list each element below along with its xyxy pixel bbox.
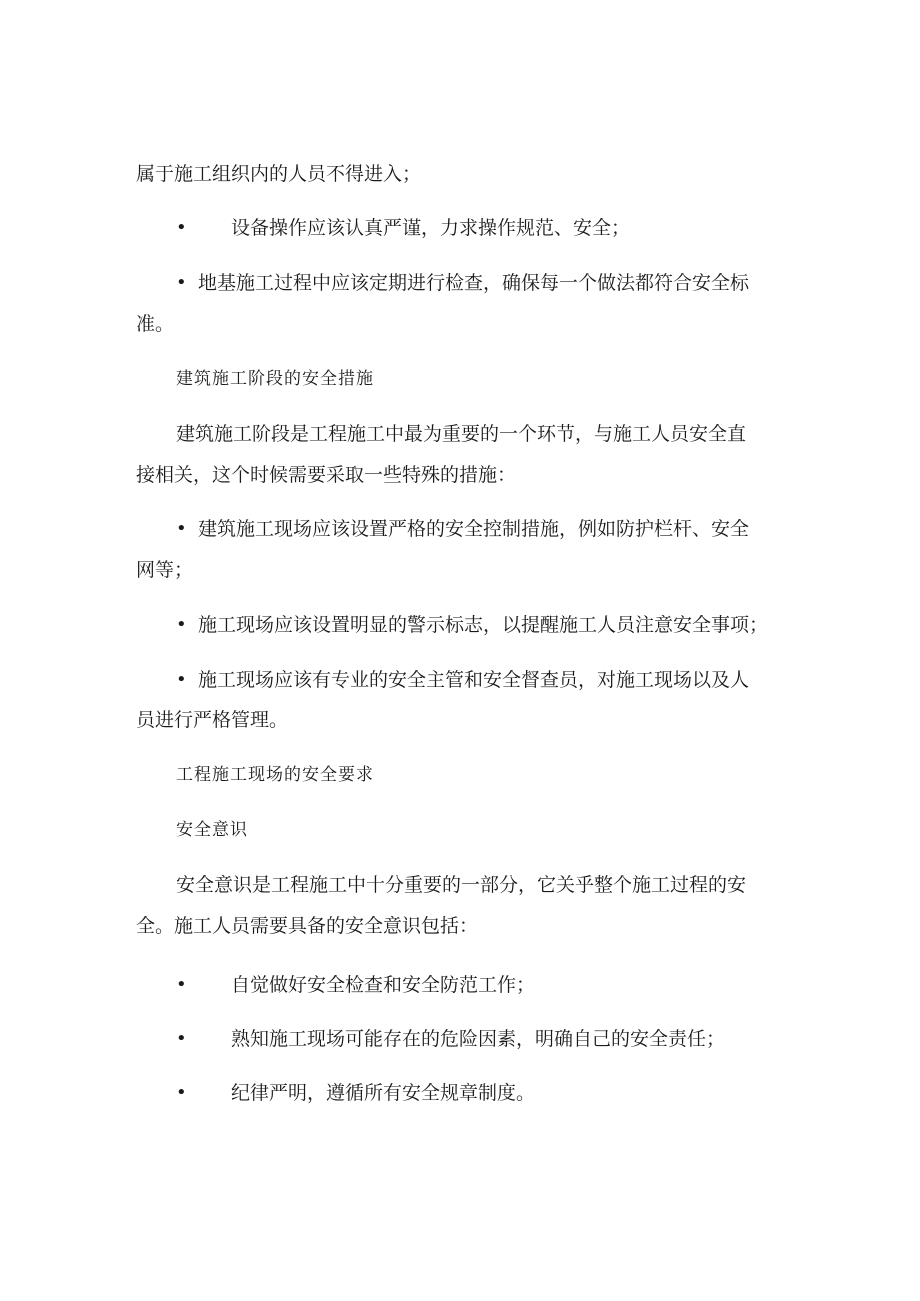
paragraph-line: 建筑施工阶段是工程施工中最为重要的一个环节，与施工人员安全直 [176,423,747,445]
bullet-item: 施工现场应该设置明显的警示标志，以提醒施工人员注意安全事项； [198,614,769,636]
bullet-marker: • [176,272,187,293]
bullet-marker: • [176,974,187,995]
paragraph-line: 安全意识是工程施工中十分重要的一部分，它关乎整个施工过程的安 [176,874,747,896]
bullet-item: 施工现场应该有专业的安全主管和安全督查员，对施工现场以及人 [198,669,750,691]
section-heading: 建筑施工阶段的安全措施 [176,369,374,389]
bullet-marker: • [176,518,187,539]
bullet-item: 建筑施工现场应该设置严格的安全控制措施，例如防护栏杆、安全 [198,518,750,540]
bullet-marker: • [176,614,187,635]
bullet-item: 地基施工过程中应该定期进行检查，确保每一个做法都符合安全标 [198,272,750,294]
bullet-marker: • [176,217,187,238]
bullet-item: 自觉做好安全检查和安全防范工作； [231,974,536,996]
bullet-marker: • [176,669,187,690]
subsection-heading: 安全意识 [176,820,248,840]
bullet-marker: • [176,1028,187,1049]
paragraph-line: 属于施工组织内的人员不得进入； [136,163,422,185]
section-heading: 工程施工现场的安全要求 [176,765,374,785]
bullet-item: 设备操作应该认真严谨，力求操作规范、安全； [231,217,631,239]
bullet-item-continuation: 准。 [136,313,175,335]
paragraph-line: 全。施工人员需要具备的安全意识包括： [136,915,479,937]
bullet-item: 纪律严明，遵循所有安全规章制度。 [231,1082,536,1104]
bullet-item-continuation: 员进行严格管理。 [136,709,289,731]
paragraph-line: 接相关，这个时候需要采取一些特殊的措施： [136,464,517,486]
bullet-item: 熟知施工现场可能存在的危险因素，明确自己的安全责任； [231,1028,726,1050]
bullet-item-continuation: 网等； [136,559,194,581]
bullet-marker: • [176,1082,187,1103]
